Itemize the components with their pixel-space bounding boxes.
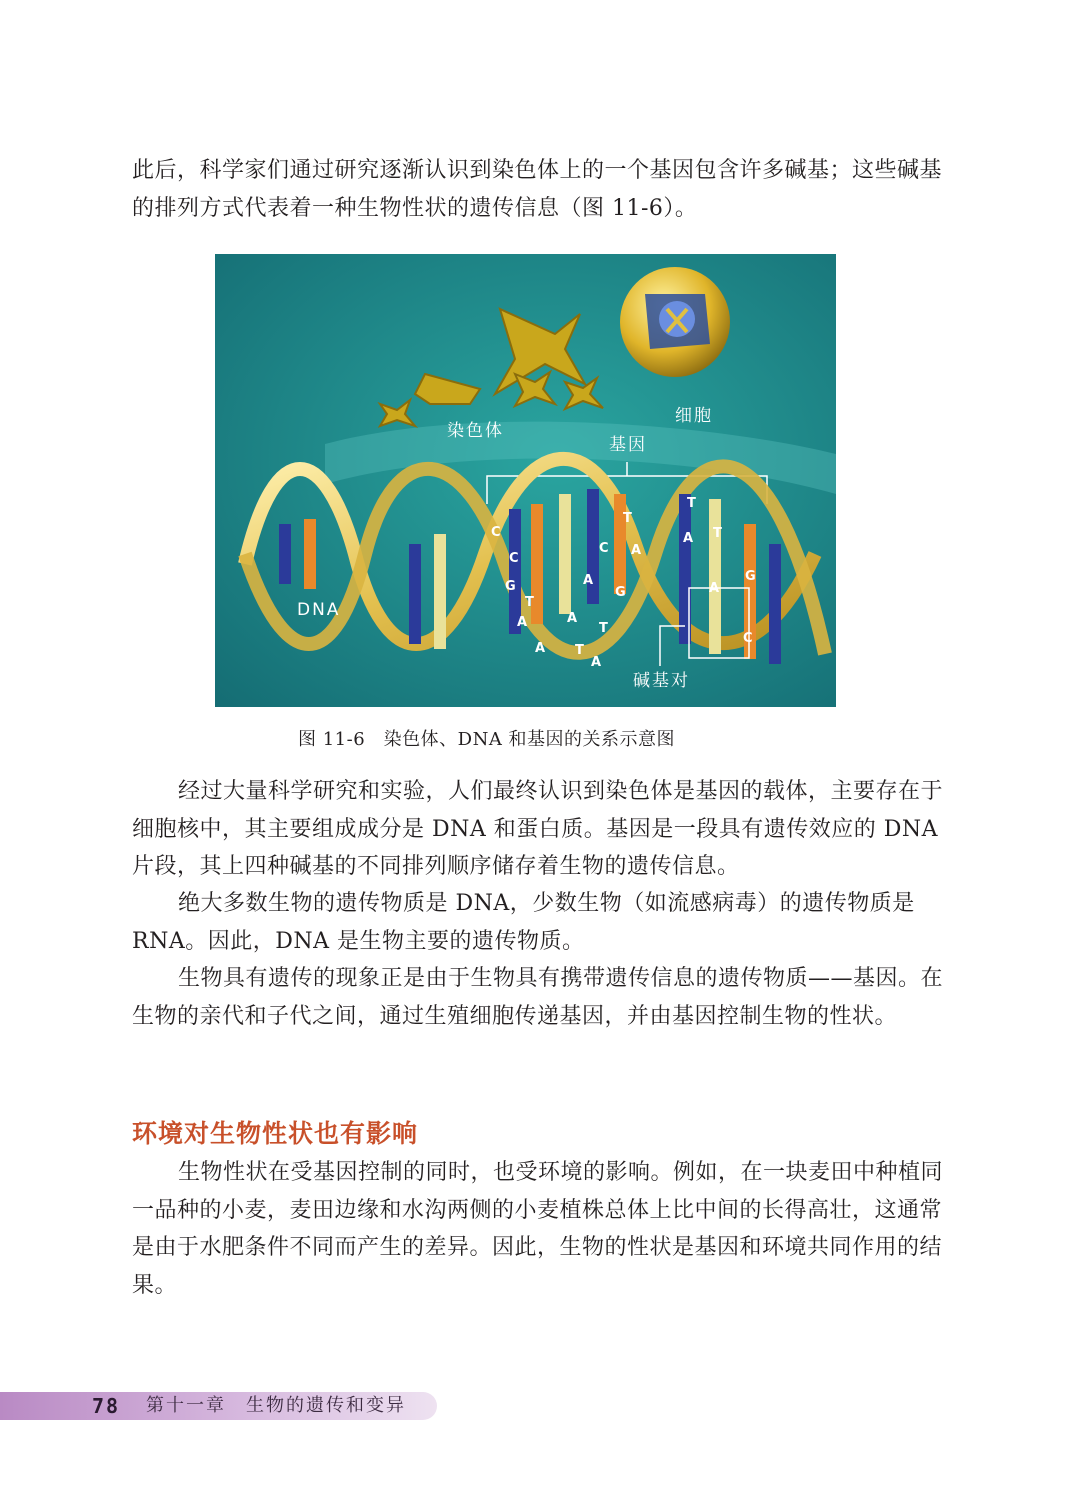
base-letter: A [591,655,602,670]
section-heading: 环境对生物性状也有影响 [132,1119,419,1148]
base-letter: T [687,496,696,511]
label-chromosome: 染色体 [447,421,504,441]
base-letter: C [743,631,753,646]
base-letter: A [567,611,578,626]
base-letter: G [615,585,626,600]
base-letter: T [525,595,534,610]
page-number: 78 [92,1394,121,1418]
base-letter: G [505,579,516,594]
base-letter: C [599,541,609,556]
section-paragraph: 生物性状在受基因控制的同时，也受环境的影响。例如，在一块麦田中种植同一品种的小麦，麦田边缘和水沟两侧的小麦植株总体上比中间的长得高壮，这通常是由于水肥条件不同而产生的差异。因此，生物的性状是基因和环境共同作用的结果。 [132,1160,944,1298]
base-letter: T [623,511,632,526]
body-paragraph: 绝大多数生物的遗传物质是 DNA，少数生物（如流感病毒）的遗传物质是 RNA。因此，DNA 是生物主要的遗传物质。 [132,891,915,954]
base-letter: A [535,641,546,656]
intro-paragraph: 此后，科学家们通过研究逐渐认识到染色体上的一个基因包含许多碱基；这些碱基的排列方式代表着一种生物性状的遗传信息（图 11-6）。 [132,158,943,221]
base-letter: G [745,569,756,584]
base-letter: C [491,525,501,540]
footer-chapter-title: 第十一章 生物的遗传和变异 [146,1395,406,1416]
base-letter: T [575,643,584,658]
base-letter: A [583,573,594,588]
base-letter: A [683,531,694,546]
label-dna: DNA [297,600,341,620]
body-paragraph: 生物具有遗传的现象正是由于生物具有携带遗传信息的遗传物质——基因。在生物的亲代和子代之间，通过生殖细胞传递基因，并由基因控制生物的性状。 [132,966,944,1029]
chromosome-dna-gene-figure [215,254,836,707]
figure-caption: 图 11-6 染色体、DNA 和基因的关系示意图 [298,729,676,750]
base-letter: T [599,621,608,636]
figure-illustration [215,254,836,707]
base-letter: T [713,526,722,541]
base-letter: C [509,551,519,566]
base-letter: A [631,543,642,558]
label-base-pair: 碱基对 [633,671,690,691]
base-letter: A [709,581,720,596]
label-gene: 基因 [609,435,647,455]
label-cell: 细胞 [675,406,713,426]
body-paragraph: 经过大量科学研究和实验，人们最终认识到染色体是基因的载体，主要存在于细胞核中，其主要组成成分是 DNA 和蛋白质。基因是一段具有遗传效应的 DNA 片段，其上四种碱基的不同排列顺序储存着生物的遗传信息。 [132,779,944,879]
cell-icon [620,267,730,377]
base-letter: A [517,615,528,630]
